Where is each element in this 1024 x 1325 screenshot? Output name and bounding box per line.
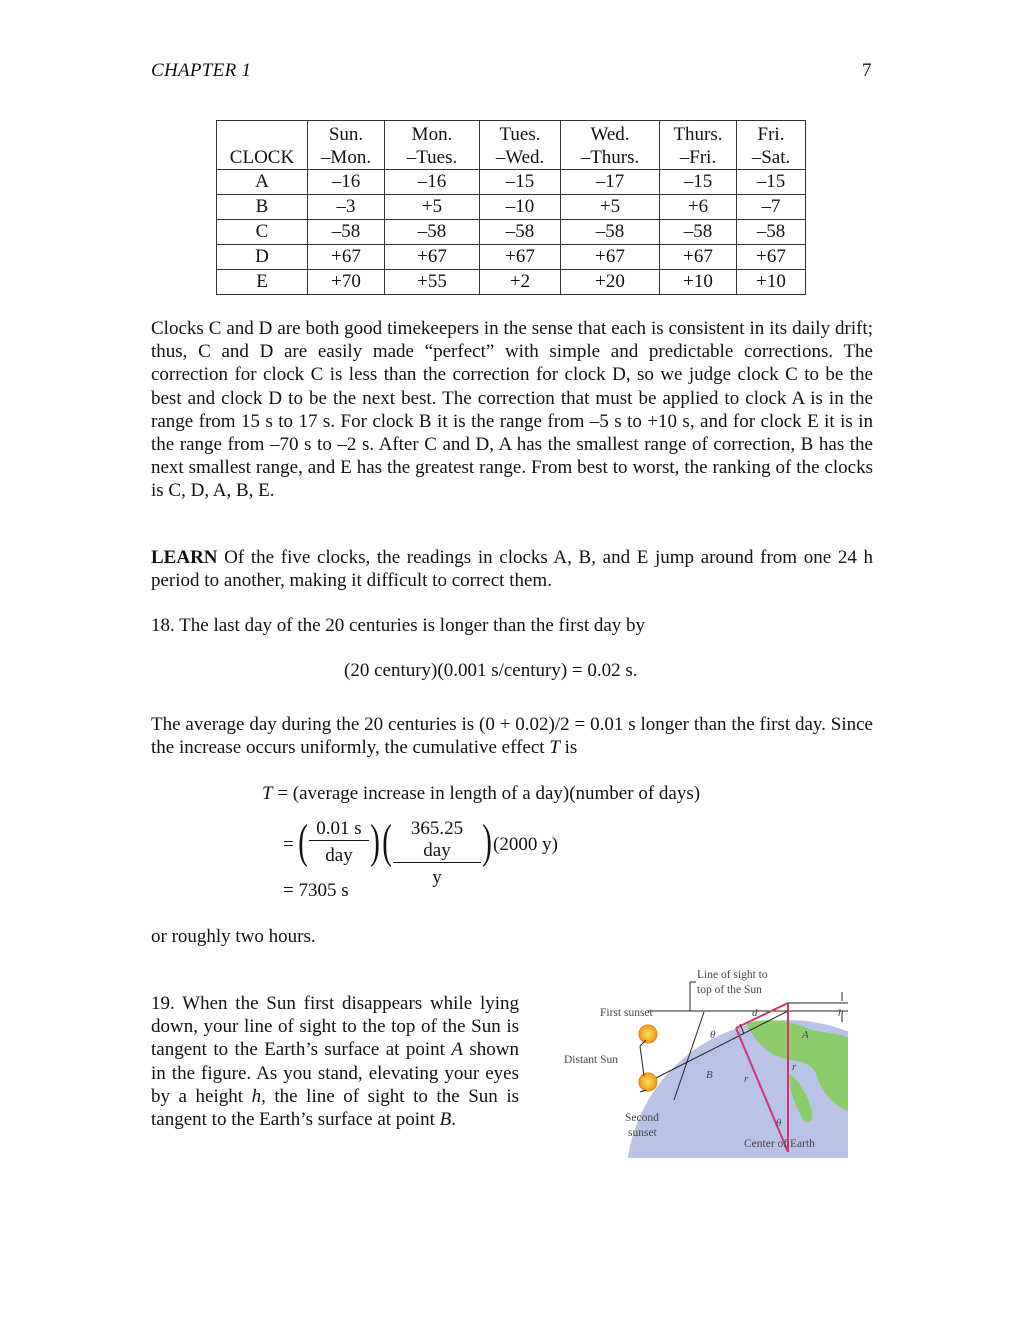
table-cell: +2 [480, 270, 561, 295]
column-header: Tues. –Wed. [480, 121, 561, 170]
label-second-sunset: sunset [628, 1127, 657, 1139]
equation-century: (20 century)(0.001 s/century) = 0.02 s. [344, 660, 638, 681]
column-header: Wed. –Thurs. [561, 121, 660, 170]
label-distant-sun: Distant Sun [564, 1054, 618, 1066]
table-cell: +20 [561, 270, 660, 295]
clock-label: C [217, 220, 308, 245]
table-cell: +5 [385, 195, 480, 220]
table-row [217, 220, 806, 245]
paren-right: ) [370, 815, 380, 868]
table-cell: +5 [561, 195, 660, 220]
equation-cumulative-effect: T = (average increase in length of a day)(number of days) [262, 783, 701, 804]
fraction-seconds-per-day: 0.01 s day [309, 818, 369, 867]
chapter-header: CHAPTER 1 [151, 60, 252, 81]
table-cell: +10 [660, 270, 737, 295]
table-row [217, 195, 806, 220]
equals-sign: = [283, 834, 294, 855]
table-cell: –58 [385, 220, 480, 245]
table-cell: +67 [308, 245, 385, 270]
table-cell: +6 [660, 195, 737, 220]
sunset-figure [560, 962, 852, 1158]
table-cell: –16 [308, 170, 385, 195]
paragraph-two-hours: or roughly two hours. [151, 926, 316, 947]
paragraph-learn [151, 546, 873, 592]
equation-result: = 7305 s [283, 880, 349, 901]
table-cell: –58 [561, 220, 660, 245]
table-cell: +67 [561, 245, 660, 270]
clock-label: B [217, 195, 308, 220]
paren-right: ) [482, 815, 492, 868]
table-cell: –7 [737, 195, 806, 220]
label-r: r [744, 1073, 749, 1085]
table-header-row [217, 121, 806, 170]
table-cell: +55 [385, 270, 480, 295]
label-theta: θ [710, 1029, 716, 1041]
clock-label: D [217, 245, 308, 270]
paragraph-average-day: The average day during the 20 centuries is (0 + 0.02)/2 = 0.01 s longer than the first day. Since the increase occurs uniformly, the cumulative effect T is [151, 714, 873, 759]
label-h: h [838, 1007, 844, 1019]
label-center-of-earth: Center of Earth [744, 1138, 815, 1150]
table-cell: –17 [561, 170, 660, 195]
learn-text: Of the five clocks, the readings in clocks A, B, and E jump around from one 24 h period to another, making it difficult to correct them. [151, 547, 873, 592]
label-line-of-sight: top of the Sun [697, 984, 762, 996]
table-cell: –15 [480, 170, 561, 195]
table-cell: +10 [737, 270, 806, 295]
label-line-of-sight: Line of sight to [697, 969, 768, 981]
label-second-sunset: Second [625, 1112, 659, 1124]
table-cell: +70 [308, 270, 385, 295]
column-header: Mon. –Tues. [385, 121, 480, 170]
table-cell: –10 [480, 195, 561, 220]
column-header: Sun. –Mon. [308, 121, 385, 170]
table-cell: +67 [480, 245, 561, 270]
table-cell: +67 [660, 245, 737, 270]
table-cell: –16 [385, 170, 480, 195]
table-row [217, 270, 806, 295]
paren-left: ( [298, 815, 308, 868]
table-cell: –58 [660, 220, 737, 245]
column-header: Thurs. –Fri. [660, 121, 737, 170]
paren-left: ( [382, 815, 392, 868]
label-B: B [706, 1069, 713, 1081]
table-cell: +67 [737, 245, 806, 270]
table-cell: –58 [308, 220, 385, 245]
sun-icon [639, 1073, 657, 1091]
table-cell: –58 [480, 220, 561, 245]
table-row [217, 170, 806, 195]
clock-header-cell: CLOCK [217, 121, 308, 170]
table-cell: –15 [660, 170, 737, 195]
label-A: A [802, 1029, 809, 1041]
years-factor: (2000 y) [493, 834, 558, 855]
clock-label: A [217, 170, 308, 195]
label-d: d [752, 1007, 758, 1019]
label-theta: θ [776, 1117, 782, 1129]
clock-table [216, 120, 806, 295]
table-cell: –3 [308, 195, 385, 220]
paragraph-problem-18: 18. The last day of the 20 centuries is longer than the first day by [151, 615, 646, 636]
clock-label: E [217, 270, 308, 295]
column-header: Fri. –Sat. [737, 121, 806, 170]
table-cell: –58 [737, 220, 806, 245]
fraction-days-per-year: 365.25 day y [393, 818, 481, 889]
label-first-sunset: First sunset [600, 1007, 653, 1019]
pointer-line [640, 1046, 644, 1076]
label-r: r [792, 1061, 797, 1073]
sun-icon [639, 1025, 657, 1043]
table-cell: +67 [385, 245, 480, 270]
learn-label: LEARN [151, 547, 218, 568]
paragraph-problem-19: 19. When the Sun first disappears while lying down, your line of sight to the top of the Sun is tangent to the Earth’s surface at point A shown in the figure. As you stand, elevating your eyes by a height h, the line of sight to the Sun is tangent to the Earth’s surface at point B. [151, 993, 519, 1131]
table-cell: –15 [737, 170, 806, 195]
table-row [217, 245, 806, 270]
paragraph-clock-analysis: Clocks C and D are both good timekeepers in the sense that each is consistent in its daily drift; thus, C and D are easily made “perfect” with simple and predictable corrections. The correction for clock C is less than the correction for clock D, so we judge clock C to be the best and clock D to be the next best. The correction that must be applied to clock A is in the range from 15 s to 17 s. For clock B it is the range from –5 s to +10 s, and for clock E it is in the range from –70 s to –2 s. After C and D, A has the smallest range of correction, B has the next smallest range, and E has the greatest range. From best to worst, the ranking of the clocks is C, D, A, B, E. [151, 318, 873, 502]
page-number: 7 [862, 60, 872, 81]
